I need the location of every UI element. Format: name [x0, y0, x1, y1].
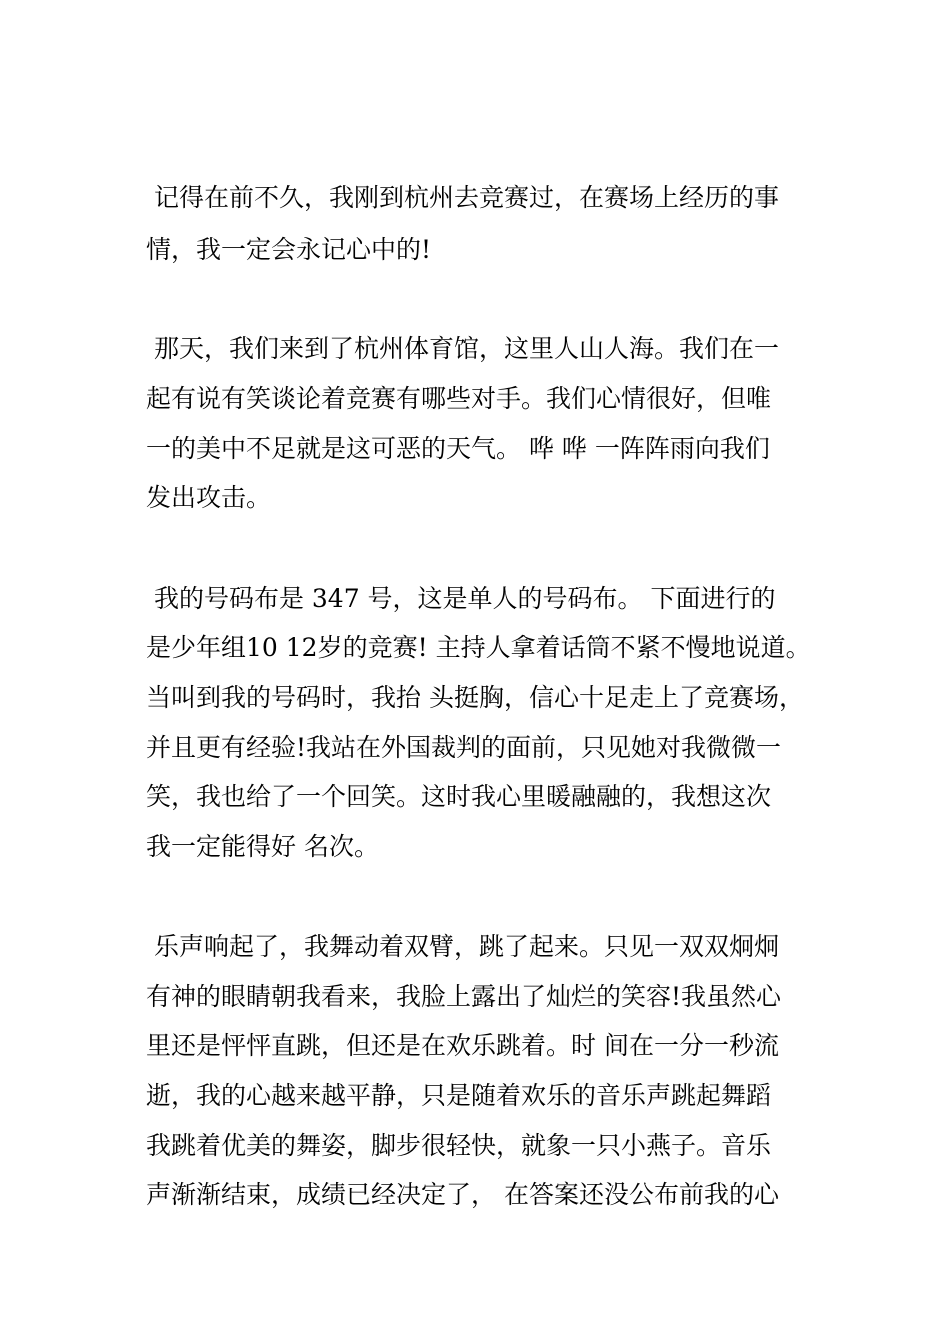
paragraph-2-line-3: 一的美中不足就是这可恶的天气。 哗 哗 一阵阵雨向我们 [146, 434, 770, 463]
paragraph-1-line-2: 情，我一定会永记心中的! [146, 235, 432, 264]
paragraph-4-line-1: 乐声响起了，我舞动着双臂，跳了起来。只见一双双炯炯 [146, 932, 779, 961]
paragraph-4-line-3: 里还是怦怦直跳，但还是在欢乐跳着。时 间在一分一秒流 [146, 1031, 779, 1060]
paragraph-1-line-1: 记得在前不久，我刚到杭州去竞赛过，在赛场上经历的事 [146, 183, 779, 212]
paragraph-4-line-4: 逝，我的心越来越平静，只是随着欢乐的音乐声跳起舞蹈 [146, 1081, 772, 1110]
paragraph-3-line-2: 是少年组10 12岁的竞赛! 主持人拿着话筒不紧不慢地说道。 [146, 633, 811, 662]
paragraph-3-line-3: 当叫到我的号码时，我抬 头挺胸，信心十足走上了竞赛场， [146, 683, 804, 712]
paragraph-4-line-2: 有神的眼睛朝我看来，我脸上露出了灿烂的笑容!我虽然心 [146, 982, 782, 1011]
paragraph-3-line-4: 并且更有经验!我站在外国裁判的面前，只见她对我微微一 [146, 733, 782, 762]
paragraph-2-line-1: 那天，我们来到了杭州体育馆，这里人山人海。我们在一 [146, 334, 779, 363]
paragraph-2-line-2: 起有说有笑谈论着竞赛有哪些对手。我们心情很好，但唯 [146, 384, 772, 413]
paragraph-3-line-6: 我一定能得好 名次。 [146, 832, 379, 861]
paragraph-4-line-6: 声渐渐结束，成绩已经决定了， 在答案还没公布前我的心 [146, 1180, 779, 1209]
paragraph-3-line-5: 笑，我也给了一个回笑。这时我心里暖融融的，我想这次 [146, 782, 772, 811]
paragraph-4-line-5: 我跳着优美的舞姿，脚步很轻快，就象一只小燕子。音乐 [146, 1131, 772, 1160]
paragraph-2-line-4: 发出攻击。 [146, 483, 272, 512]
paragraph-3-line-1: 我的号码布是 347 号，这是单人的号码布。 下面进行的 [146, 584, 776, 613]
